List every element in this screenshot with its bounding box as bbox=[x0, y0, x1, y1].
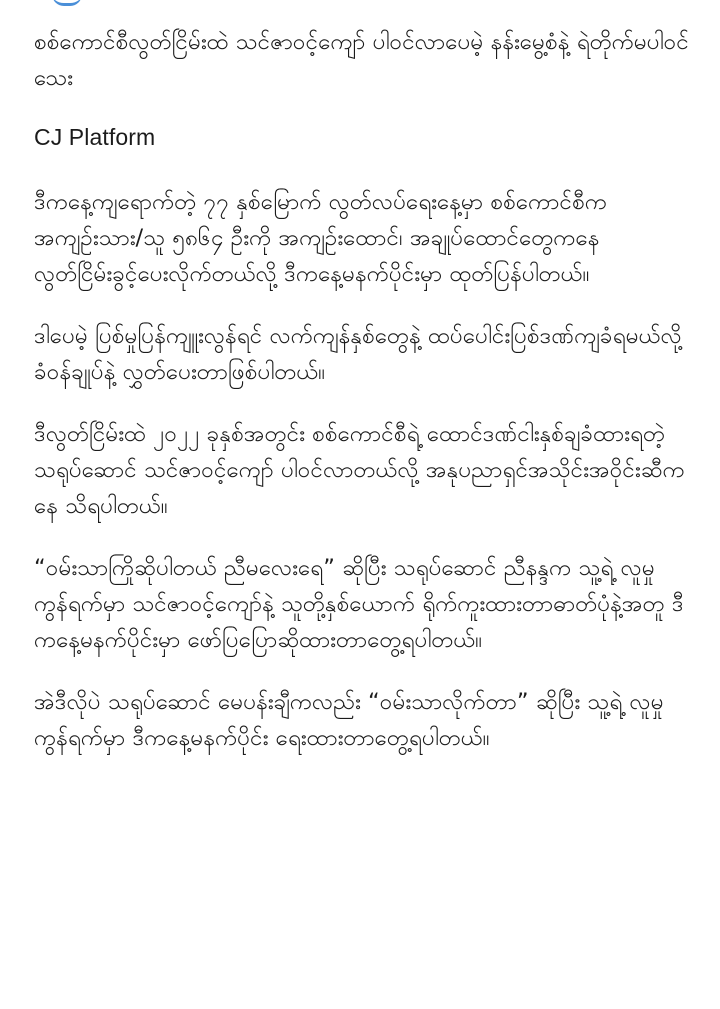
body-paragraph: “ဝမ်းသာကြိုဆိုပါတယ် ညီမလေးရေ” ဆိုပြီး သရုပ်ဆောင် ညီနန္ဒက သူ့ရဲ့ လူမှုကွန်ရက်မှာ သင်ဇာဝင့်ကျော်နဲ့ သူတို့နှစ်ယောက် ရိုက်ကူးထားတာဓာတ်ပုံနဲ့အတူ ဒီကနေ့မနက်ပိုင်းမှာ ဖော်ပြပြောဆိုထားတာတွေ့ရပါတယ်။ bbox=[34, 555, 684, 653]
top-edge-accent bbox=[52, 0, 82, 6]
body-paragraph: အဲဒီလိုပဲ သရုပ်ဆောင် မေပန်းချီကလည်း “ဝမ်းသာလိုက်တာ” ဆိုပြီး သူ့ရဲ့ လူမှုကွန်ရက်မှာ ဒီကနေ့မနက်ပိုင်း ရေးထားတာတွေ့ရပါတယ်။ bbox=[34, 689, 664, 751]
headline-paragraph: စစ်ကောင်စီလွတ်ငြိမ်းထဲ သင်ဇာဝင့်ကျော် ပါဝင်လာပေမဲ့ နန်းမွေ့စံနဲ့ ရဲတိုက်မပါဝင်သေး bbox=[34, 29, 689, 91]
body-paragraph: ဒီကနေ့ကျရောက်တဲ့ ၇၇ နှစ်မြောက် လွတ်လပ်ရေးနေ့မှာ စစ်ကောင်စီက အကျဉ်းသား/သူ ၅၈၆၄ ဦးကို အကျဉ်းထောင်၊ အချုပ်ထောင်တွေကနေ လွတ်ငြိမ်းခွင့်ပေးလိုက်တယ်လို့ ဒီကနေ့မနက်ပိုင်းမှာ ထုတ်ပြန်ပါတယ်။ bbox=[34, 189, 607, 287]
body-paragraph: ဒါပေမဲ့ ပြစ်မှုပြန်ကျူးလွန်ရင် လက်ကျန်နှစ်တွေနဲ့ ထပ်ပေါင်းပြစ်ဒဏ်ကျခံရမယ်လို့ ခံဝန်ချုပ်နဲ့ လွှတ်ပေးတာဖြစ်ပါတယ်။ bbox=[34, 323, 682, 385]
source-label: CJ Platform bbox=[34, 124, 156, 150]
body-paragraph: ဒီလွတ်ငြိမ်းထဲ ၂၀၂၂ ခုနှစ်အတွင်း စစ်ကောင်စီရဲ့ ထောင်ဒဏ်ငါးနှစ်ချခံထားရတဲ့ သရုပ်ဆောင် သင်ဇာဝင့်ကျော် ပါဝင်လာတယ်လို့ အနုပညာရှင်အသိုင်းအဝိုင်းဆီကနေ သိရပါတယ်။ bbox=[34, 421, 685, 519]
article-body bbox=[34, 24, 694, 782]
